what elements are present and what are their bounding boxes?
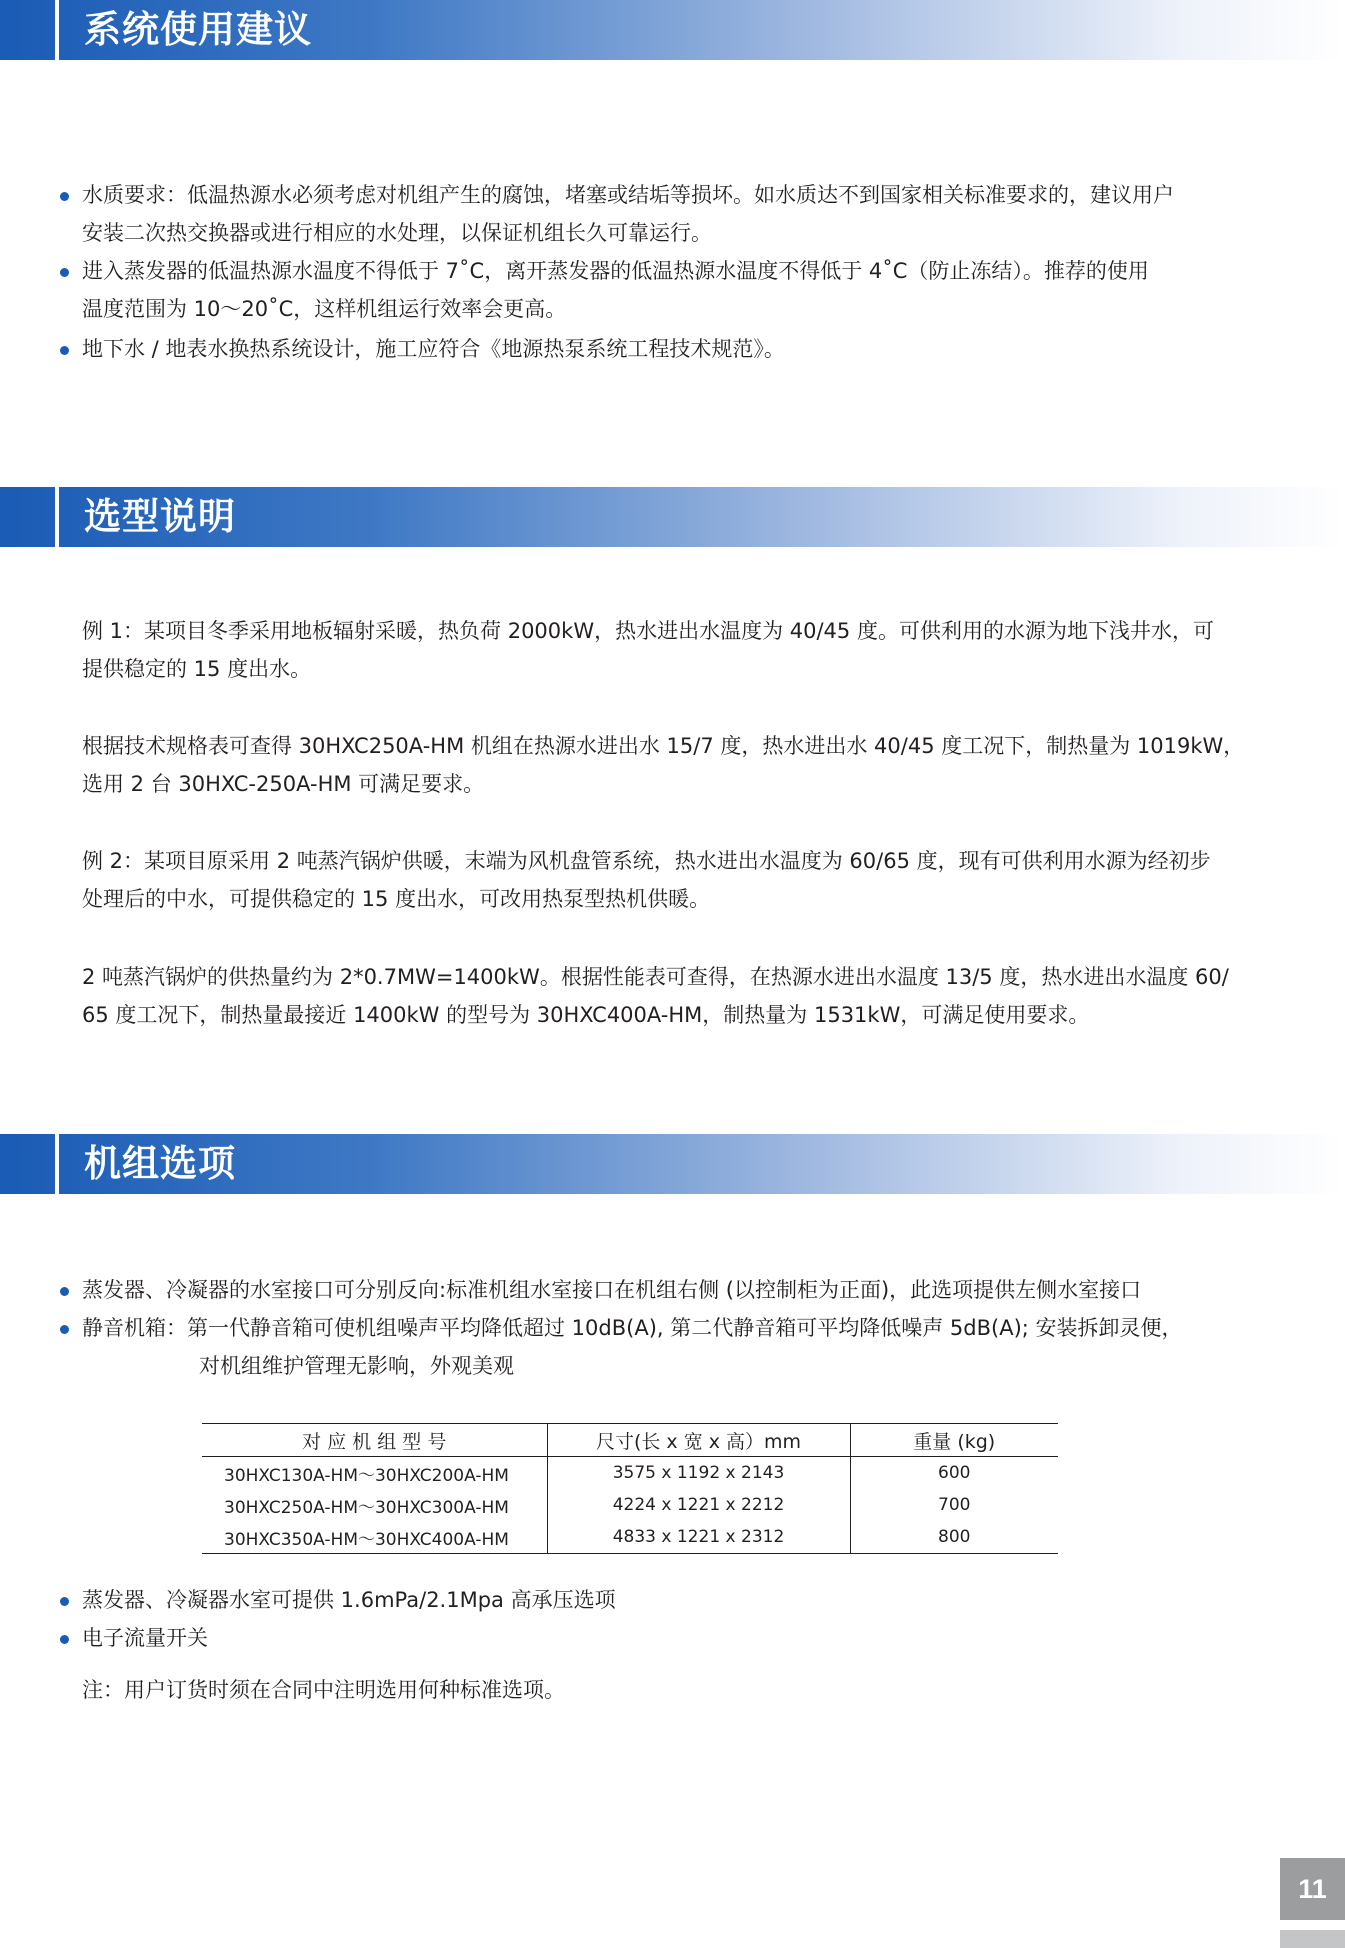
paragraph-solution-2 <box>82 958 1312 1034</box>
text-line: 温度范围为 10～20˚C，这样机组运行效率会更高。 <box>82 297 567 321</box>
column-header: 对 应 机 组 型 号 <box>202 1424 547 1457</box>
text-line: 静音机箱：第一代静音箱可使机组噪声平均降低超过 10dB(A), 第二代静音箱可平均降低噪声 5dB(A); 安装拆卸灵便， <box>82 1316 1183 1340</box>
banner-divider <box>55 1134 59 1194</box>
text-line: 蒸发器、冷凝器水室可提供 1.6mPa/2.1Mpa 高承压选项 <box>82 1588 616 1612</box>
paragraph-solution-1 <box>82 727 1312 803</box>
text-line: 电子流量开关 <box>82 1626 208 1650</box>
bullet-dot-icon <box>60 1287 69 1296</box>
section-title: 机组选项 <box>84 1142 236 1185</box>
section-title: 系统使用建议 <box>84 8 312 51</box>
section-title: 选型说明 <box>84 495 236 538</box>
text-line: 蒸发器、冷凝器的水室接口可分别反向:标准机组水室接口在机组右侧 (以控制柜为正面)，此选项提供左侧水室接口 <box>82 1278 1142 1302</box>
bullet-water-quality <box>82 176 1174 252</box>
order-note <box>82 1671 565 1709</box>
page-number: 11 <box>1280 1858 1345 1920</box>
model-cell: 30HXC250A-HM～30HXC300A-HM <box>224 1497 509 1518</box>
section-banner-system-advice <box>0 0 1345 60</box>
bullet-system-design <box>82 330 785 368</box>
model-cell: 30HXC350A-HM～30HXC400A-HM <box>202 1521 547 1554</box>
bullet-dot-icon <box>60 1635 69 1644</box>
text-line: 地下水 / 地表水换热系统设计，施工应符合《地源热泵系统工程技术规范》。 <box>82 337 785 361</box>
table-row <box>202 1521 1058 1554</box>
column-header: 重量 (kg) <box>850 1424 1058 1457</box>
bullet-dot-icon <box>60 1325 69 1334</box>
text-line: 例 1：某项目冬季采用地板辐射采暖，热负荷 2000kW，热水进出水温度为 40/45 度。可供利用的水源为地下浅井水，可 <box>82 619 1214 643</box>
weight-cell: 600 <box>850 1457 1058 1490</box>
page-number-strip <box>1280 1930 1345 1948</box>
bullet-dot-icon <box>60 192 69 201</box>
text-line: 提供稳定的 15 度出水。 <box>82 657 312 681</box>
paragraph-example-1 <box>82 612 1312 688</box>
text-line: 进入蒸发器的低温热源水温度不得低于 7˚C，离开蒸发器的低温热源水温度不得低于 4˚C（防止冻结）。推荐的使用 <box>82 259 1149 283</box>
banner-accent-bar <box>0 487 5 547</box>
text-line: 安装二次热交换器或进行相应的水处理，以保证机组长久可靠运行。 <box>82 221 712 245</box>
bullet-dot-icon <box>60 346 69 355</box>
table-header-row <box>202 1424 1058 1457</box>
text-line: 水质要求：低温热源水必须考虑对机组产生的腐蚀，堵塞或结垢等损坏。如水质达不到国家相关标准要求的，建议用户 <box>82 183 1174 207</box>
section-banner-selection <box>0 487 1345 547</box>
bullet-dot-icon <box>60 1597 69 1606</box>
column-header: 尺寸(长 x 宽 x 高）mm <box>547 1424 850 1457</box>
weight-cell: 700 <box>850 1489 1058 1521</box>
text-line: 根据技术规格表可查得 30HXC250A-HM 机组在热源水进出水 15/7 度，热水进出水 40/45 度工况下，制热量为 1019kW， <box>82 734 1245 758</box>
banner-divider <box>55 0 59 60</box>
text-line: 65 度工况下，制热量最接近 1400kW 的型号为 30HXC400A-HM，制热量为 1531kW，可满足使用要求。 <box>82 1003 1090 1027</box>
bullet-water-temperature <box>82 252 1149 328</box>
banner-divider <box>55 487 59 547</box>
paragraph-example-2 <box>82 842 1312 918</box>
bullet-dot-icon <box>60 268 69 277</box>
weight-cell: 800 <box>850 1521 1058 1554</box>
bullet-water-box-reverse <box>82 1271 1141 1309</box>
banner-accent-bar <box>0 0 5 60</box>
section-banner-options <box>0 1134 1345 1194</box>
silent-box-spec-table <box>202 1423 1058 1554</box>
text-line: 选用 2 台 30HXC-250A-HM 可满足要求。 <box>82 772 485 796</box>
text-line: 处理后的中水，可提供稳定的 15 度出水，可改用热泵型热机供暖。 <box>82 887 711 911</box>
text-line: 注：用户订货时须在合同中注明选用何种标准选项。 <box>82 1678 565 1702</box>
text-line: 2 吨蒸汽锅炉的供热量约为 2*0.7MW=1400kW。根据性能表可查得，在热源水进出水温度 13/5 度，热水进出水温度 60/ <box>82 965 1229 989</box>
model-cell: 30HXC130A-HM～30HXC200A-HM <box>224 1465 509 1486</box>
banner-accent-bar <box>0 1134 5 1194</box>
dimension-cell: 4224 x 1221 x 2212 <box>547 1489 850 1521</box>
bullet-silent-box <box>82 1309 1183 1385</box>
table-row <box>202 1489 1058 1521</box>
dimension-cell: 4833 x 1221 x 2312 <box>547 1521 850 1554</box>
table-row <box>202 1457 1058 1490</box>
bullet-flow-switch <box>82 1619 208 1657</box>
bullet-high-pressure <box>82 1581 616 1619</box>
text-line: 例 2：某项目原采用 2 吨蒸汽锅炉供暖，末端为风机盘管系统，热水进出水温度为 60/65 度，现有可供利用水源为经初步 <box>82 849 1211 873</box>
text-line: 对机组维护管理无影响，外观美观 <box>199 1354 514 1378</box>
dimension-cell: 3575 x 1192 x 2143 <box>547 1457 850 1490</box>
